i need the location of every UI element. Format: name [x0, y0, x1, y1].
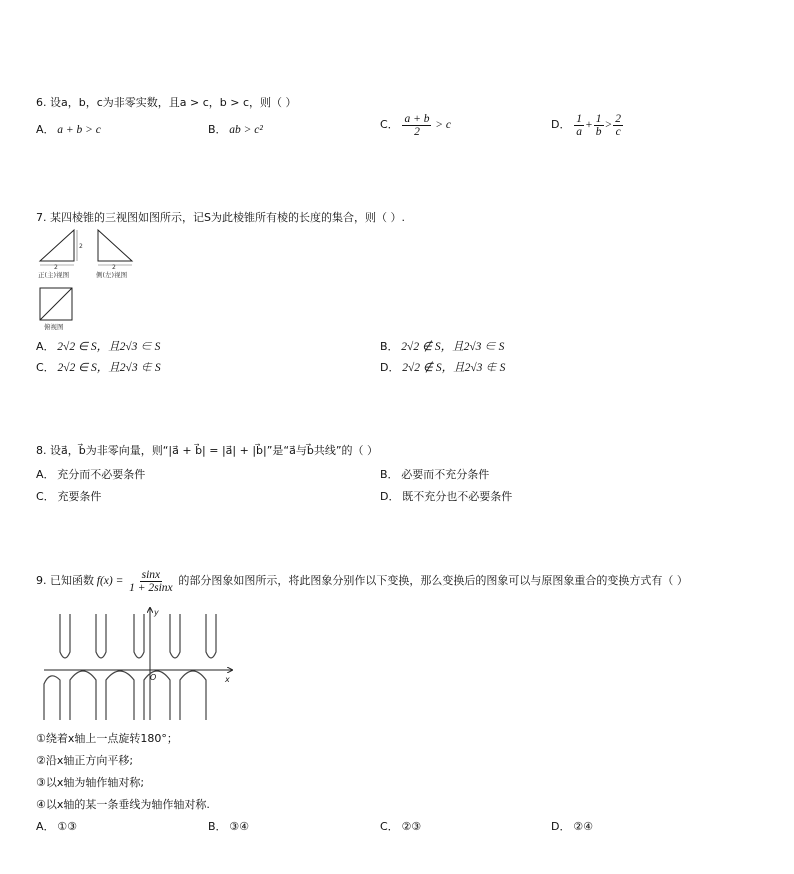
q7-stem: 7. 某四棱锥的三视图如图所示，记S为此棱锥所有棱的长度的集合，则（ ）.: [36, 211, 405, 224]
q9-option-a-content: ①③: [57, 820, 78, 833]
q7-option-c-content: 2√2 ∈ S，且2√3 ∉ S: [57, 362, 161, 374]
q8-option-d-letter: D．: [380, 490, 400, 503]
q9-option-c-letter: C．: [380, 820, 399, 833]
q9-fraction-denominator: 1 + 2sinx: [129, 582, 173, 595]
q7-option-a[interactable]: [36, 338, 160, 354]
greater-sign: >: [604, 119, 613, 132]
side-view-triangle: [98, 230, 132, 261]
q8-option-c-letter: C．: [36, 490, 55, 503]
front-view-triangle: [40, 230, 74, 261]
side-view-width-label: 2: [112, 264, 116, 271]
q6-option-d-frac-3: [613, 113, 623, 138]
q8-option-a-content: 充分而不必要条件: [57, 468, 146, 481]
q8-option-a-letter: A．: [36, 468, 55, 481]
q8-option-d-content: 既不充分也不必要条件: [402, 490, 513, 503]
q9-function-fraction: [127, 569, 175, 594]
q8-stem: 8. 设a⃗，b⃗为非零向量，则“|a⃗ + b⃗| = |a⃗| + |b⃗|”是“a⃗与b⃗共线”的（ ）: [36, 444, 379, 457]
q7-option-d-content: 2√2 ∉ S，且2√3 ∉ S: [402, 362, 506, 374]
q7-three-view-figure: [34, 226, 144, 332]
q9-item-4: ④以x轴的某一条垂线为轴作轴对称.: [36, 798, 210, 811]
frac-denominator: a: [576, 126, 582, 139]
q9-option-d-letter: D．: [551, 820, 571, 833]
q9-option-c[interactable]: [380, 818, 421, 834]
q6-option-c[interactable]: [380, 113, 451, 138]
q9-function-graph: [40, 604, 240, 724]
q7-option-b-content: 2√2 ∉ S，且2√3 ∈ S: [401, 341, 505, 353]
q9-stem-post: 的部分图象如图所示，将此图象分别作以下变换，那么变换后的图象可以与原图象重合的变换方式有（ ）: [178, 574, 688, 588]
lower-branch: [144, 671, 170, 720]
q6-option-b-content: ab > c²: [229, 124, 263, 136]
upper-branch: [206, 614, 216, 658]
q6-option-d[interactable]: [551, 113, 624, 138]
frac-numerator: 2: [615, 113, 622, 125]
q6-option-c-letter: C．: [380, 118, 399, 132]
q9-option-a-letter: A．: [36, 820, 55, 833]
top-view-label: 俯视图: [44, 323, 64, 331]
q8-option-b-content: 必要而不充分条件: [401, 468, 490, 481]
frac-denominator: c: [615, 126, 621, 139]
y-axis-label: y: [154, 608, 159, 617]
upper-branch: [134, 614, 144, 658]
upper-branch: [170, 614, 180, 658]
q9-option-b[interactable]: [208, 818, 249, 834]
q9-function-name: f(x) =: [96, 575, 124, 588]
q6-option-c-fraction: [402, 113, 431, 138]
q9-fraction-numerator: sinx: [141, 569, 161, 581]
q9-option-a[interactable]: [36, 818, 77, 834]
front-view-width-label: 2: [54, 264, 58, 271]
q6-option-b-letter: B．: [208, 123, 227, 136]
q6-option-d-letter: D．: [551, 118, 571, 132]
q7-option-a-letter: A．: [36, 340, 55, 353]
q7-option-b[interactable]: [380, 338, 504, 354]
lower-branch: [44, 676, 60, 720]
q7-option-d-letter: D．: [380, 361, 400, 374]
q8-option-b[interactable]: [380, 466, 489, 482]
front-view-label: 正(主)视图: [38, 271, 70, 279]
upper-branch: [60, 614, 70, 658]
q7-option-a-content: 2√2 ∈ S，且2√3 ∈ S: [57, 341, 161, 353]
side-view-label: 侧(左)视图: [96, 271, 128, 279]
q6-option-d-frac-2: [594, 113, 604, 138]
q7-option-b-letter: B．: [380, 340, 399, 353]
q7-option-d[interactable]: [380, 359, 505, 375]
x-axis-label: x: [225, 675, 230, 684]
q9-option-c-content: ②③: [401, 820, 422, 833]
frac-numerator: 1: [595, 113, 602, 125]
lower-branch: [106, 671, 134, 720]
q6-option-c-numerator: a + b: [404, 113, 430, 125]
lower-branch: [180, 671, 206, 720]
q6-option-d-frac-1: [574, 113, 584, 138]
q6-option-c-denominator: 2: [414, 126, 420, 139]
q8-option-c[interactable]: [36, 488, 101, 504]
q6-option-b[interactable]: [208, 121, 263, 137]
lower-branch: [70, 671, 96, 720]
q7-option-c-letter: C．: [36, 361, 55, 374]
q8-option-d[interactable]: [380, 488, 512, 504]
upper-branch: [96, 614, 106, 658]
q9-option-d-content: ②④: [573, 820, 593, 833]
frac-numerator: 1: [576, 113, 582, 125]
origin-label: O: [150, 673, 157, 682]
q6-option-a[interactable]: [36, 121, 101, 137]
q6-option-a-letter: A．: [36, 123, 55, 136]
q6-option-c-rest: > c: [435, 119, 451, 132]
q9-stem-pre: 9. 已知函数: [36, 574, 94, 588]
q7-option-c[interactable]: [36, 359, 161, 375]
q9-option-b-content: ③④: [229, 820, 250, 833]
q9-stem: [36, 569, 688, 594]
plus-sign: +: [584, 119, 593, 132]
q6-option-a-content: a + b > c: [57, 124, 101, 136]
frac-denominator: b: [595, 126, 602, 139]
q9-item-3: ③以x轴为轴作轴对称;: [36, 776, 145, 789]
q9-item-2: ②沿x轴正方向平移;: [36, 754, 134, 767]
q9-option-d[interactable]: [551, 818, 593, 834]
q9-option-b-letter: B．: [208, 820, 227, 833]
q8-option-a[interactable]: [36, 466, 145, 482]
q8-option-c-content: 充要条件: [57, 490, 102, 503]
front-view-height-label: 2: [79, 243, 83, 250]
q8-option-b-letter: B．: [380, 468, 399, 481]
top-view-diagonal: [40, 288, 72, 320]
q6-stem: 6. 设a，b，c为非零实数，且a > c，b > c，则（ ）: [36, 96, 297, 109]
function-curves: [44, 614, 216, 720]
q9-item-1: ①绕着x轴上一点旋转180°；: [36, 732, 178, 745]
